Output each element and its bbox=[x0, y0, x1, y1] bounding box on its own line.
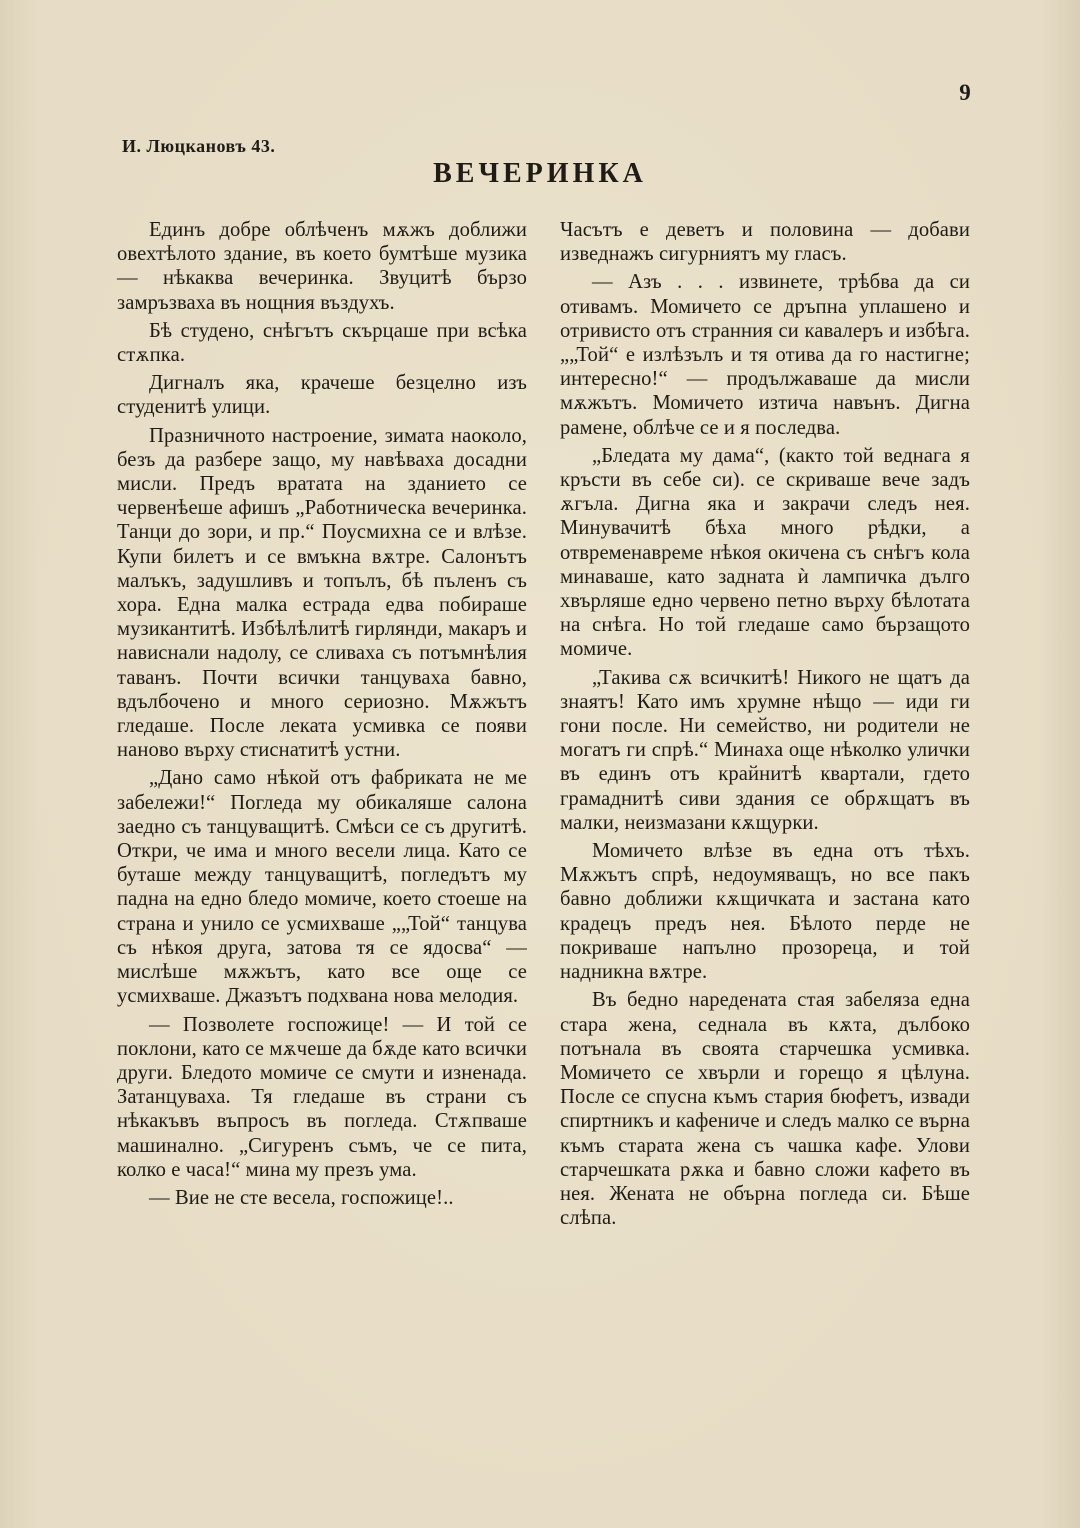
paragraph: „Такива сѫ всичкитѣ! Никого не щатъ да знаятъ! Като имъ хрумне нѣщо — иди ги гони после. Ни семейство, ни родители не могатъ ги спрѣ.“ Минаха още нѣколко улички въ единъ отъ крайнитѣ квартали, гдето грамаднитѣ сиви здания се обрѫщатъ въ малки, неизмазани кѫщурки. bbox=[560, 666, 970, 834]
paragraph: Часътъ е деветъ и половина — добави изведнажъ сигурниятъ му гласъ. bbox=[560, 219, 970, 266]
paragraph: — Позволете госпожице! — И той се поклони, като се мѫчеше да бѫде като всички други. Бледото момиче се смути и изненада. Затанцуваха. Тя гледаше въ страни съ нѣкакъвъ въпросъ въ погледа. Стѫпваше машинално. „Сигуренъ съмъ, че се пита, колко е часа!“ мина му презъ ума. bbox=[117, 1013, 527, 1181]
author-byline: И. Люцкановъ 43. bbox=[122, 136, 276, 156]
paragraph: Празничното настроение, зимата наоколо, безъ да разбере защо, му навѣваха досадни мисли. Предъ вратата на зданието се червенѣеше афишъ „Работническа вечеринка. Танци до зори, и пр.“ Поусмихна се и влѣзе. Купи билетъ и се вмъкна вѫтре. Салонътъ малъкъ, задушливъ и топълъ, бѣ пъленъ съ хора. Една малка естрада едва побираше музикантитѣ. Избѣлѣлитѣ гирлянди, макаръ и нависнали надолу, се сливаха съ потъмнѣлия таванъ. Почти всички танцуваха бавно, вдълбочено и много сериозно. Мѫжътъ гледаше. После леката усмивка се появи наново върху стиснатитѣ устни. bbox=[117, 424, 527, 762]
paragraph: „Дано само нѣкой отъ фабриката не ме забележи!“ Погледа му обикаляше салона заедно съ танцуващитѣ. Смѣси се съ другитѣ. Откри, че има и много весели лица. Като се буташе между танцуващитѣ, погледътъ му падна на едно бледо момиче, което стоеше на страна и унило се усмихваше „„Той“ танцува съ нѣкоя друга, затова тя се ядосва“ — мислѣше мѫжътъ, като все още се усмихваше. Джазътъ подхвана нова мелодия. bbox=[117, 767, 527, 1008]
paragraph: „Бледата му дама“, (както той веднага я кръсти въ себе си). се скриваше вече задъ ѫгъла. Дигна яка и закрачи следъ нея. Минувачитѣ бѣха много рѣдки, а отвременавреме нѣкоя окичена съ снѣгъ кола минаваше, като задната ѝ лампичка дълго хвърляше едно червено петно върху бѣлотата на снѣга. Но той гледаше само бързащото момиче. bbox=[560, 444, 970, 661]
paragraph: Единъ добре облѣченъ мѫжъ доближи овехтѣлото здание, въ което бумтѣше музика — нѣкаква вечеринка. Звуцитѣ бързо замръзваха въ нощния въздухъ. bbox=[117, 219, 527, 314]
paragraph: — Азъ . . . извинете, трѣбва да си отивамъ. Момичето се дръпна уплашено и отривисто отъ странния си кавалеръ и избѣга. „„Той“ е излѣзълъ и тя отива да го настигне; интересно!“ — продължаваше да мисли мѫжътъ. Момичето изтича навънъ. Дигна рамене, облѣче се и я последва. bbox=[560, 271, 970, 439]
paragraph: Въ бедно наредената стая забеляза една стара жена, седнала въ кѫта, дълбоко потънала въ своята старчешка усмивка. Момичето се хвърли и горещо я цѣлуна. После се спусна къмъ стария бюфетъ, извади спиртникъ и кафениче и следъ малко се върна къмъ старата жена съ чашка кафе. Улови старчешката рѫка и бавно сложи кафето въ нея. Жената не обърна погледа си. Бѣше слѣпа. bbox=[560, 989, 970, 1230]
article-title: ВЕЧЕРИНКА bbox=[433, 158, 647, 189]
paragraph: — Вие не сте весела, госпожице!.. bbox=[149, 1186, 454, 1209]
paragraph: Бѣ студено, снѣгътъ скърцаше при всѣка стѫпка. bbox=[117, 319, 527, 367]
left-text-column bbox=[117, 218, 527, 1214]
right-text-column bbox=[560, 218, 970, 1234]
page-number: 9 bbox=[959, 80, 971, 105]
paragraph: Дигналъ яка, крачеше безцелно изъ студенитѣ улици. bbox=[117, 372, 527, 419]
paragraph: Момичето влѣзе въ една отъ тѣхъ. Мѫжътъ спрѣ, недоумяващъ, но все пакъ бавно доближи кѫщичката и застана като крадецъ предъ нея. Бѣлото перде не покриваше напълно прозореца, и той надникна вѫтре. bbox=[560, 840, 970, 984]
